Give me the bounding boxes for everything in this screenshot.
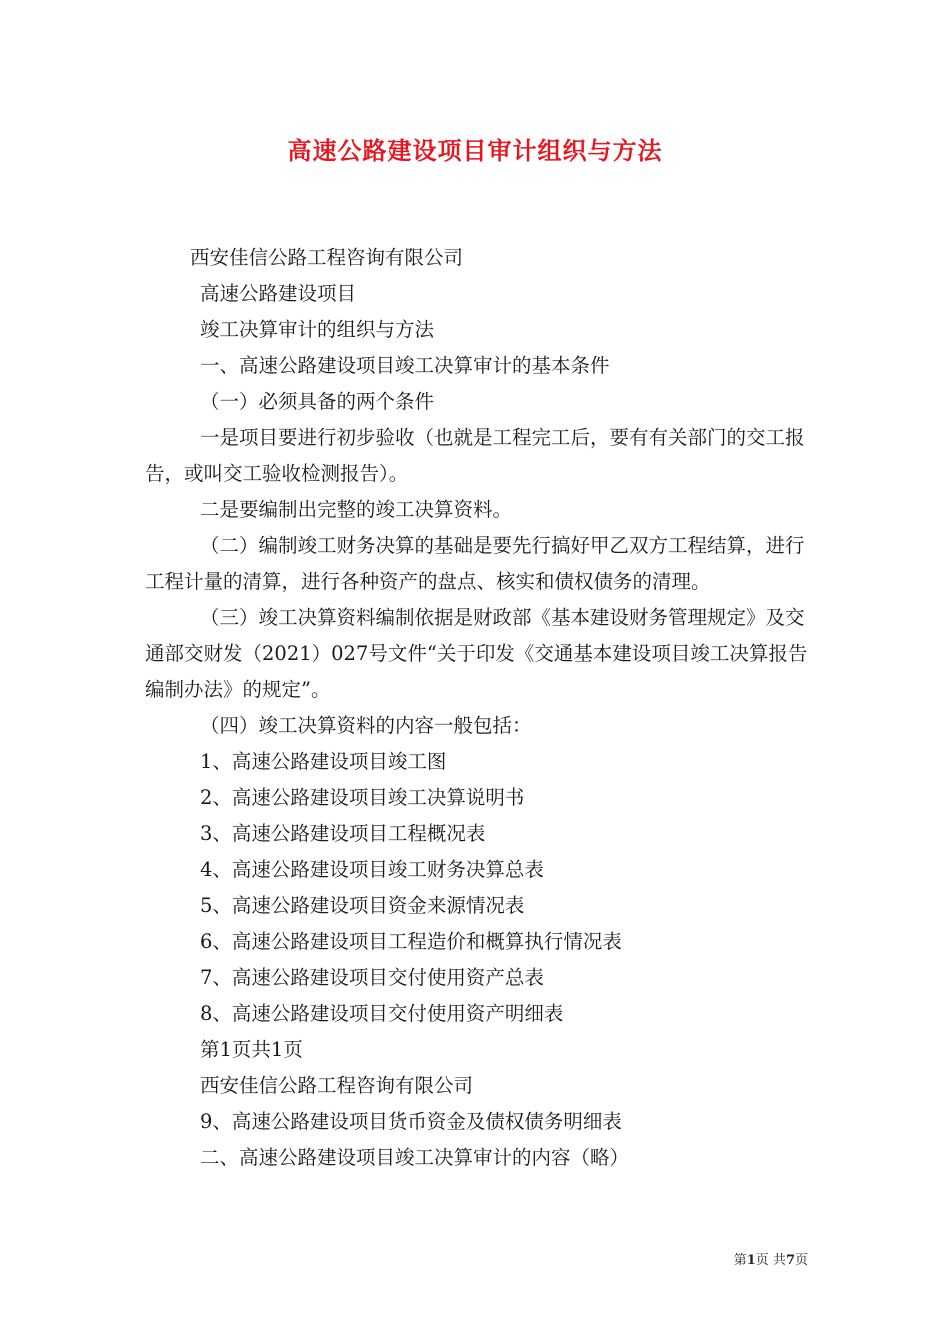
inline-page-marker: 第1页共1页 [200, 1038, 303, 1061]
paragraph: （二）编制竣工财务决算的基础是要先行搞好甲乙双方工程结算，进行工程计量的清算，进行各种资产的盘点、核实和债权债务的清理。 [145, 534, 805, 593]
paragraph: （三）竣工决算资料编制依据是财政部《基本建设财务管理规定》及交通部交财发（2021）027号文件“关于印发《交通基本建设项目竣工决算报告编制办法》的规定”。 [145, 606, 808, 701]
list-item: 2、高速公路建设项目竣工决算说明书 [200, 786, 525, 809]
subsection-heading: （一）必须具备的两个条件 [200, 390, 435, 413]
list-item: 6、高速公路建设项目工程造价和概算执行情况表 [200, 930, 622, 953]
footer-middle: 页 共 [755, 1253, 786, 1268]
document-title: 高速公路建设项目审计组织与方法 [287, 136, 663, 165]
paragraph: 一是项目要进行初步验收（也就是工程完工后，要有有关部门的交工报告，或叫交工验收检测报告）。 [145, 426, 805, 485]
company-name: 西安佳信公路工程咨询有限公司 [200, 1074, 474, 1097]
list-item: 4、高速公路建设项目竣工财务决算总表 [200, 858, 544, 881]
page-footer [0, 1249, 808, 1268]
footer-suffix: 页 [794, 1253, 808, 1268]
document-body [145, 240, 815, 1176]
list-item: 9、高速公路建设项目货币资金及债权债务明细表 [200, 1110, 622, 1133]
list-item: 5、高速公路建设项目资金来源情况表 [200, 894, 525, 917]
subtitle-line: 高速公路建设项目 [200, 282, 357, 305]
footer-prefix: 第 [733, 1253, 747, 1268]
subtitle-line: 竣工决算审计的组织与方法 [200, 318, 435, 341]
list-item: 7、高速公路建设项目交付使用资产总表 [200, 966, 544, 989]
subsection-heading: （四）竣工决算资料的内容一般包括： [200, 714, 532, 737]
list-item: 3、高速公路建设项目工程概况表 [200, 822, 486, 845]
footer-page-number: 1 [746, 1253, 756, 1268]
paragraph: 二是要编制出完整的竣工决算资料。 [200, 498, 513, 521]
footer-total-pages: 7 [785, 1253, 795, 1268]
section-heading: 一、高速公路建设项目竣工决算审计的基本条件 [200, 354, 610, 377]
section-heading: 二、高速公路建设项目竣工决算审计的内容（略） [200, 1146, 630, 1169]
list-item: 1、高速公路建设项目竣工图 [200, 750, 447, 773]
list-item: 8、高速公路建设项目交付使用资产明细表 [200, 1002, 564, 1025]
company-name: 西安佳信公路工程咨询有限公司 [190, 246, 464, 269]
